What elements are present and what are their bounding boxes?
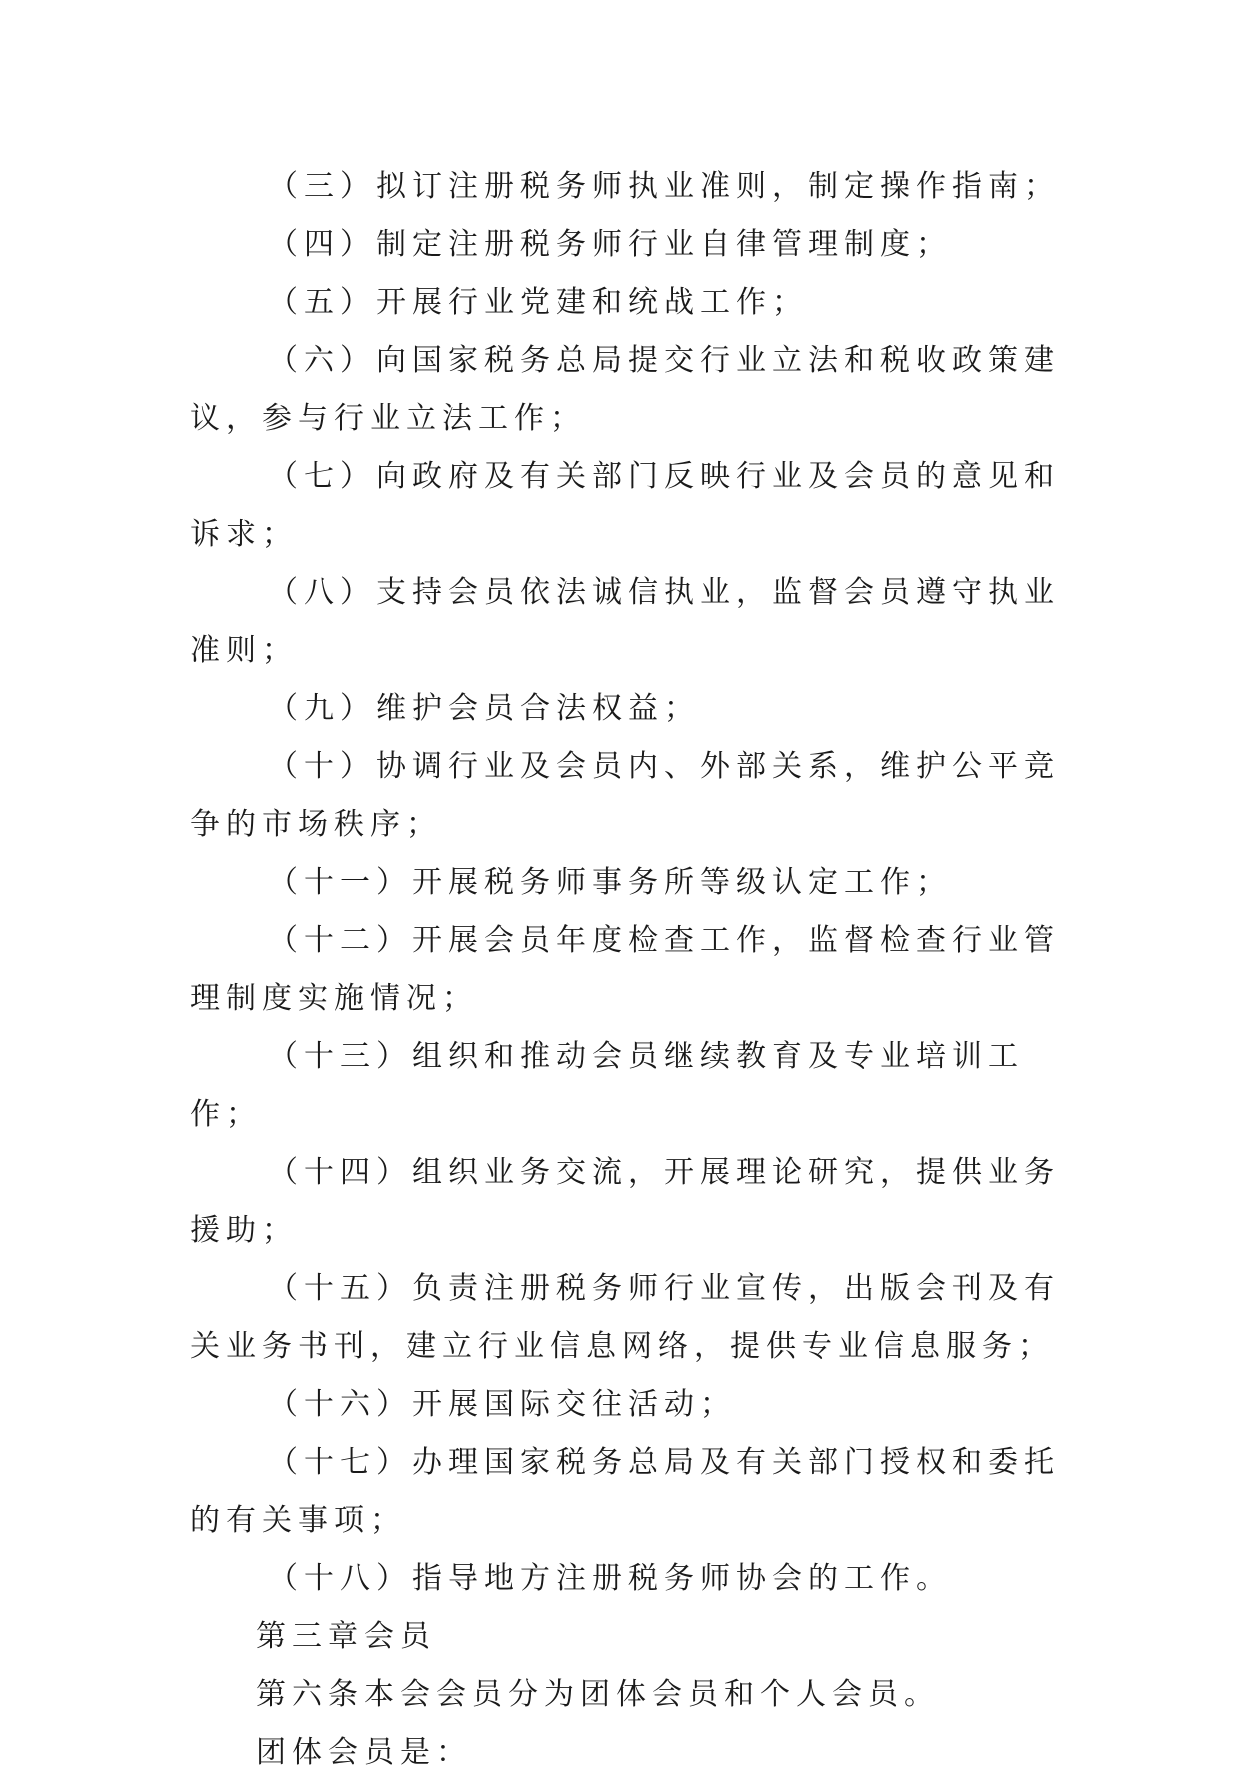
paragraph-item-11: （十一）开展税务师事务所等级认定工作； <box>268 865 952 900</box>
paragraph-item-13: （十三）组织和推动会员继续教育及专业培训工作； <box>190 1039 1024 1132</box>
paragraph-item-3: （三）拟订注册税务师执业准则，制定操作指南； <box>268 169 1060 204</box>
paragraph-item-15: （十五）负责注册税务师行业宣传，出版会刊及有关业务书刊，建立行业信息网络，提供专业信息服务； <box>190 1271 1060 1364</box>
paragraph-item-9: （九）维护会员合法权益； <box>268 691 700 726</box>
paragraph-item-10: （十）协调行业及会员内、外部关系，维护公平竞争的市场秩序； <box>190 749 1060 842</box>
document-body <box>190 158 1060 1782</box>
paragraph-item-16: （十六）开展国际交往活动； <box>268 1387 736 1422</box>
paragraph-item-14: （十四）组织业务交流，开展理论研究，提供业务援助； <box>190 1155 1060 1248</box>
paragraph-item-4: （四）制定注册税务师行业自律管理制度； <box>268 227 952 262</box>
paragraph-item-5: （五）开展行业党建和统战工作； <box>268 285 808 320</box>
group-member-paragraph: 团体会员是： <box>256 1735 472 1770</box>
paragraph-item-6: （六）向国家税务总局提交行业立法和税收政策建议，参与行业立法工作； <box>190 343 1060 436</box>
paragraph-item-8: （八）支持会员依法诚信执业，监督会员遵守执业准则； <box>190 575 1060 668</box>
article-six-paragraph: 第六条本会会员分为团体会员和个人会员。 <box>256 1677 940 1712</box>
paragraph-item-12: （十二）开展会员年度检查工作，监督检查行业管理制度实施情况； <box>190 923 1060 1016</box>
chapter-heading: 第三章会员 <box>256 1619 436 1654</box>
paragraph-item-7: （七）向政府及有关部门反映行业及会员的意见和诉求； <box>190 459 1060 552</box>
paragraph-item-17: （十七）办理国家税务总局及有关部门授权和委托的有关事项； <box>190 1445 1060 1538</box>
paragraph-item-18: （十八）指导地方注册税务师协会的工作。 <box>268 1561 952 1596</box>
